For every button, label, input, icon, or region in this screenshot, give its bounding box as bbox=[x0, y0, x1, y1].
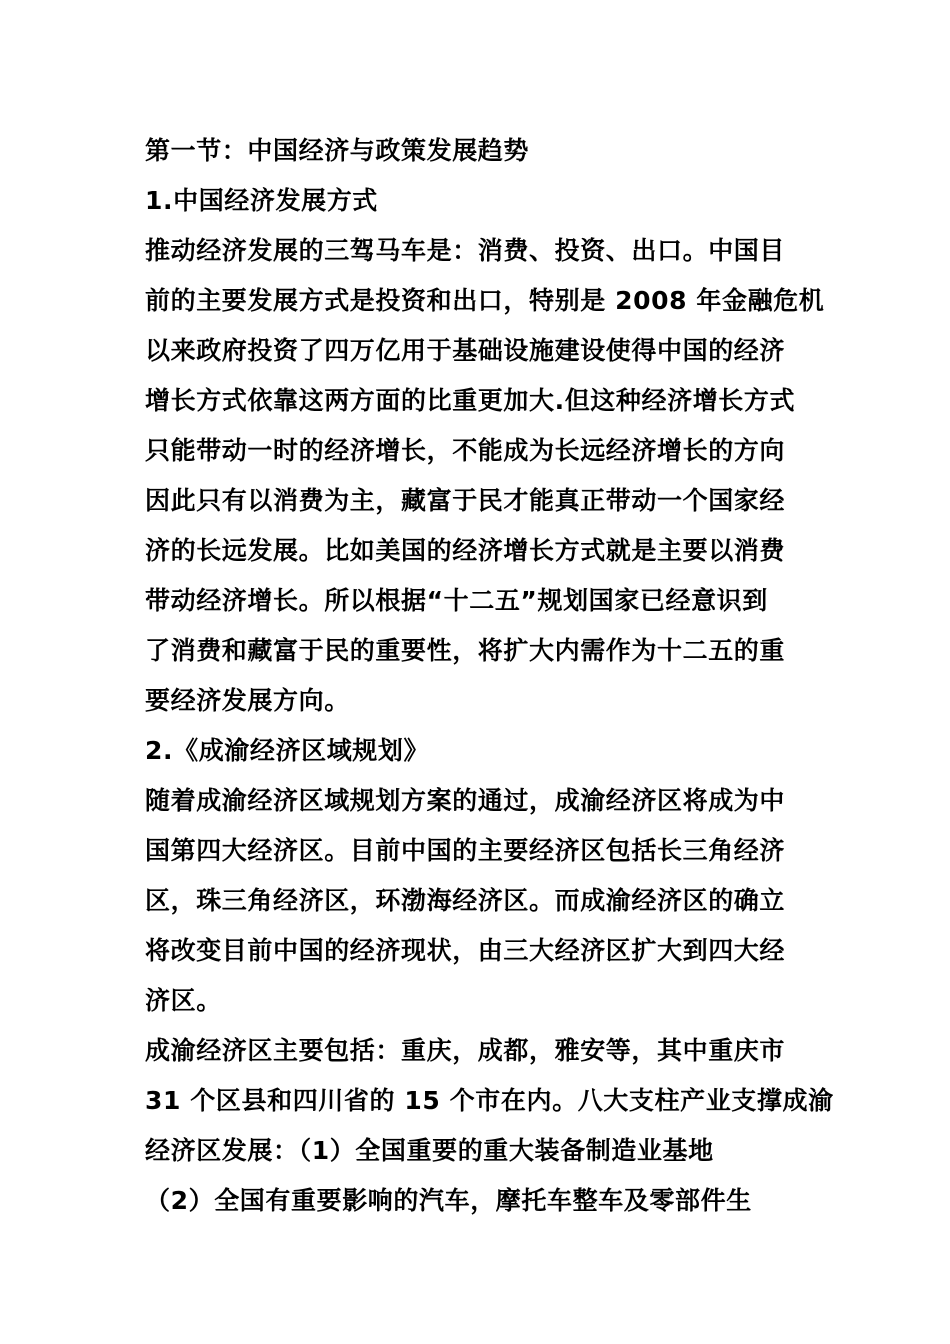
paragraph-line: 国第四大经济区。目前中国的主要经济区包括长三角经济 bbox=[145, 836, 786, 865]
paragraph-line: 以来政府投资了四万亿用于基础设施建设使得中国的经济 bbox=[145, 336, 786, 365]
paragraph-line: 31 个区县和四川省的 15 个市在内。八大支柱产业支撑成渝 bbox=[145, 1086, 834, 1115]
paragraph-line: 带动经济增长。所以根据“十二五”规划国家已经意识到 bbox=[145, 586, 768, 615]
paragraph-line: 区，珠三角经济区，环渤海经济区。而成渝经济区的确立 bbox=[145, 886, 786, 915]
paragraph-line: 经济区发展：（1）全国重要的重大装备制造业基地 bbox=[145, 1136, 714, 1165]
paragraph-line: 济的长远发展。比如美国的经济增长方式就是主要以消费 bbox=[145, 536, 786, 565]
paragraph-line: 将改变目前中国的经济现状，由三大经济区扩大到四大经 bbox=[145, 936, 786, 965]
paragraph-line: 成渝经济区主要包括：重庆，成都，雅安等，其中重庆市 bbox=[145, 1036, 786, 1065]
paragraph-line: 随着成渝经济区域规划方案的通过，成渝经济区将成为中 bbox=[145, 786, 786, 815]
paragraph-line: 了消费和藏富于民的重要性，将扩大内需作为十二五的重 bbox=[145, 636, 786, 665]
paragraph-line: 济区。 bbox=[145, 986, 222, 1015]
section-heading: 第一节：中国经济与政策发展趋势 bbox=[145, 136, 530, 165]
paragraph-line: （2）全国有重要影响的汽车，摩托车整车及零部件生 bbox=[145, 1186, 752, 1215]
paragraph-line: 推动经济发展的三驾马车是：消费、投资、出口。中国目 bbox=[145, 236, 786, 265]
paragraph-line: 前的主要发展方式是投资和出口，特别是 2008 年金融危机 bbox=[145, 286, 825, 315]
paragraph-line: 只能带动一时的经济增长，不能成为长远经济增长的方向 bbox=[145, 436, 786, 465]
paragraph-line: 增长方式依靠这两方面的比重更加大.但这种经济增长方式 bbox=[145, 386, 796, 415]
paragraph-line: 要经济发展方向。 bbox=[145, 686, 350, 715]
subheading-chengyu-plan: 2.《成渝经济区域规划》 bbox=[145, 736, 430, 765]
paragraph-line: 因此只有以消费为主，藏富于民才能真正带动一个国家经 bbox=[145, 486, 786, 515]
subheading-development-mode: 1.中国经济发展方式 bbox=[145, 186, 378, 215]
